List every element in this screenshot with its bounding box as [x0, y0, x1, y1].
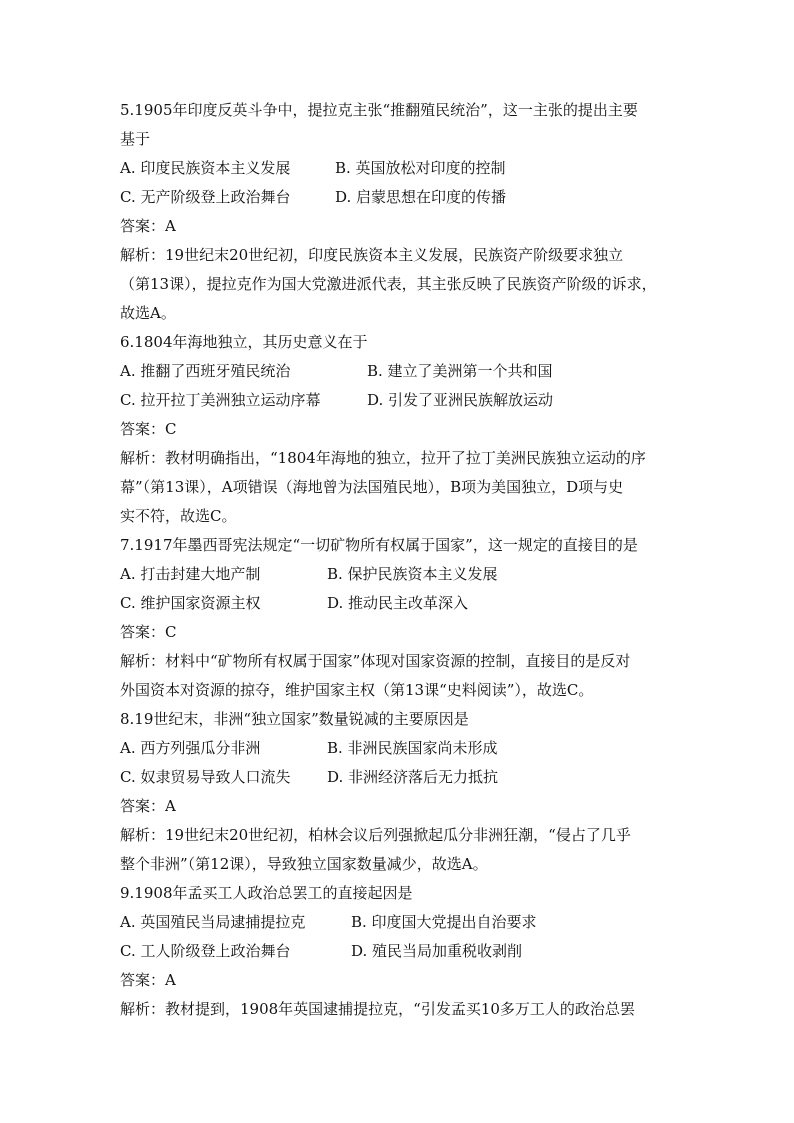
option-row: [120, 560, 680, 589]
option-d: D. 启蒙思想在印度的传播: [335, 188, 507, 206]
answer: 答案：A: [120, 797, 176, 815]
option-row: [120, 386, 680, 415]
analysis: 解析：19世纪末20世纪初，柏林会议后列强掀起瓜分非洲狂潮，“侵占了几乎: [120, 826, 631, 844]
option-c: C. 奴隶贸易导致人口流失: [120, 768, 291, 786]
option-row: [120, 734, 680, 763]
option-d: D. 殖民当局加重税收剥削: [351, 942, 523, 960]
question-stem: 8.19世纪末，非洲“独立国家”数量锐减的主要原因是: [120, 710, 469, 728]
option-row: [120, 183, 680, 212]
analysis: 幕”（第13课），A项错误（海地曾为法国殖民地），B项为美国独立，D项与史: [120, 478, 624, 496]
question-6: [120, 328, 680, 531]
answer: 答案：C: [120, 420, 177, 438]
question-stem: 7.1917年墨西哥宪法规定“一切矿物所有权属于国家”，这一规定的直接目的是: [120, 536, 638, 554]
analysis: 外国资本对资源的掠夺，维护国家主权（第13课“史料阅读”），故选C。: [120, 681, 594, 699]
analysis: 整个非洲”（第12课），导致独立国家数量减少，故选A。: [120, 855, 488, 873]
analysis: 解析：教材明确指出，“1804年海地的独立，拉开了拉丁美洲民族独立运动的序: [120, 449, 646, 467]
analysis: （第13课），提拉克作为国大党激进派代表，其主张反映了民族资产阶级的诉求，: [120, 275, 657, 293]
option-c: C. 工人阶级登上政治舞台: [120, 942, 291, 960]
option-row: [120, 589, 680, 618]
analysis: 解析：19世纪末20世纪初，印度民族资本主义发展，民族资产阶级要求独立: [120, 246, 624, 264]
option-d: D. 推动民主改革深入: [327, 594, 469, 612]
option-row: [120, 357, 680, 386]
answer: 答案：A: [120, 217, 176, 235]
answer: 答案：C: [120, 623, 177, 641]
option-a: A. 英国殖民当局逮捕提拉克: [120, 913, 306, 931]
option-c: C. 无产阶级登上政治舞台: [120, 188, 291, 206]
option-row: [120, 937, 680, 966]
option-d: D. 非洲经济落后无力抵抗: [327, 768, 499, 786]
analysis: 解析：教材提到，1908年英国逮捕提拉克，“引发孟买10多万工人的政治总罢: [120, 1000, 635, 1018]
answer: 答案：A: [120, 971, 176, 989]
option-row: [120, 763, 680, 792]
option-a: A. 打击封建大地产制: [120, 565, 261, 583]
option-row: [120, 154, 680, 183]
analysis: 故选A。: [120, 304, 176, 322]
question-stem: 5.1905年印度反英斗争中，提拉克主张“推翻殖民统治”，这一主张的提出主要: [120, 101, 638, 119]
question-stem: 基于: [120, 130, 151, 148]
question-5: [120, 96, 680, 328]
question-8: [120, 705, 680, 879]
question-list: [120, 96, 680, 1024]
option-b: B. 印度国大党提出自治要求: [351, 913, 537, 931]
option-row: [120, 908, 680, 937]
option-a: A. 西方列强瓜分非洲: [120, 739, 261, 757]
option-b: B. 英国放松对印度的控制: [335, 159, 506, 177]
option-b: B. 保护民族资本主义发展: [327, 565, 498, 583]
option-d: D. 引发了亚洲民族解放运动: [367, 391, 554, 409]
option-a: A. 推翻了西班牙殖民统治: [120, 362, 291, 380]
analysis: 实不符，故选C。: [120, 507, 237, 525]
option-c: C. 维护国家资源主权: [120, 594, 261, 612]
question-stem: 9.1908年孟买工人政治总罢工的直接起因是: [120, 884, 413, 902]
option-c: C. 拉开拉丁美洲独立运动序幕: [120, 391, 321, 409]
question-stem: 6.1804年海地独立，其历史意义在于: [120, 333, 368, 351]
question-9: [120, 879, 680, 1024]
option-a: A. 印度民族资本主义发展: [120, 159, 291, 177]
option-b: B. 建立了美洲第一个共和国: [367, 362, 553, 380]
analysis: 解析：材料中“矿物所有权属于国家”体现对国家资源的控制，直接目的是反对: [120, 652, 631, 670]
question-7: [120, 531, 680, 705]
option-b: B. 非洲民族国家尚未形成: [327, 739, 498, 757]
